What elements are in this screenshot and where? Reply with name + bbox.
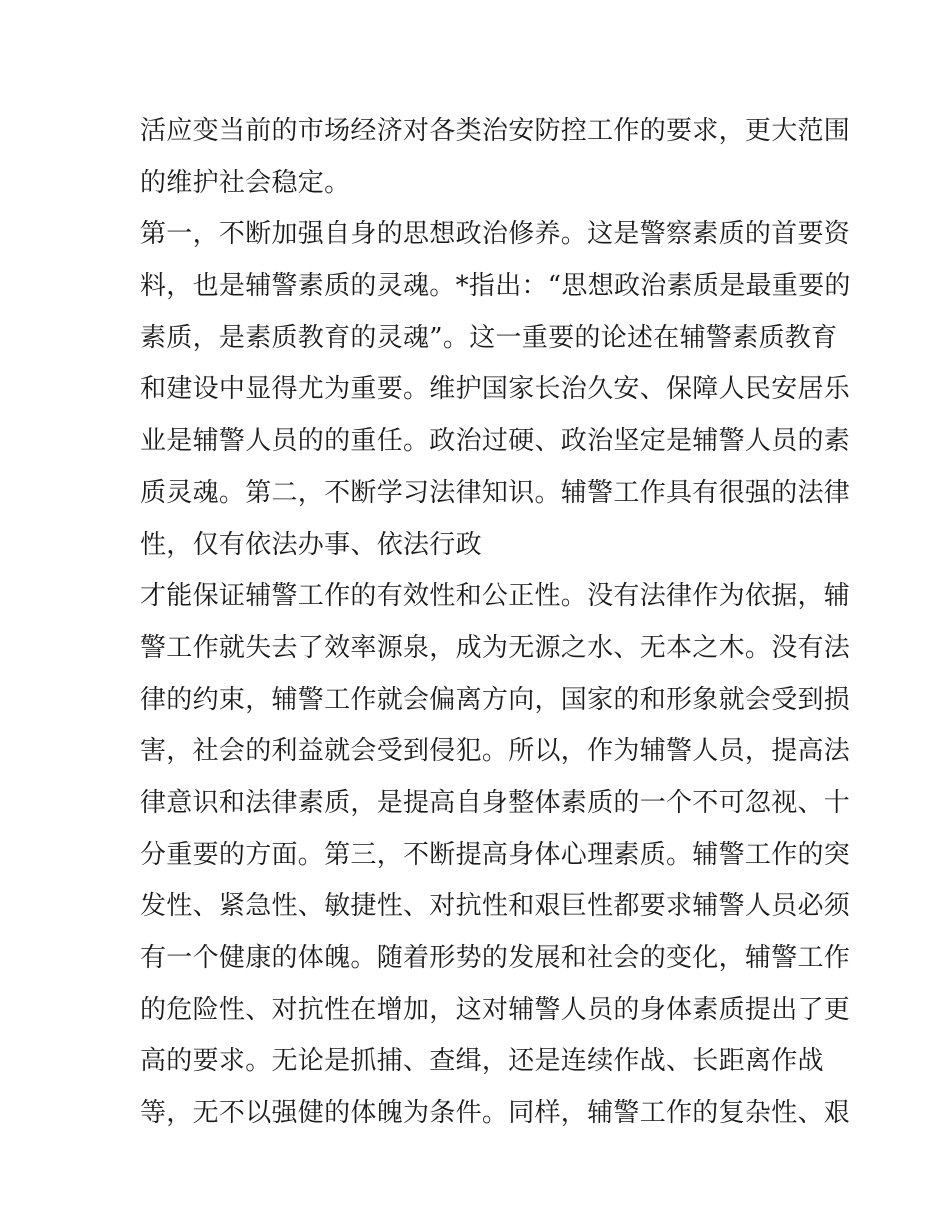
text-line: 和建设中显得尤为重要。维护国家长治久安、保障人民安居乐 (140, 374, 851, 405)
text-line: 发性、紧急性、敏捷性、对抗性和艰巨性都要求辅警人员必须 (140, 891, 851, 922)
text-line: 分重要的方面。第三，不断提高身体心理素质。辅警工作的突 (140, 839, 851, 870)
text-line: 律的约束，辅警工作就会偏离方向，国家的和形象就会受到损 (140, 684, 851, 715)
text-line: 质灵魂。第二，不断学习法律知识。辅警工作具有很强的法律 (140, 477, 851, 508)
text-line: 素质，是素质教育的灵魂”。这一重要的论述在辅警素质教育 (140, 322, 838, 353)
text-line: 警工作就失去了效率源泉，成为无源之水、无本之木。没有法 (140, 632, 851, 663)
text-line: 业是辅警人员的的重任。政治过硬、政治坚定是辅警人员的素 (140, 426, 851, 457)
text-line: 的危险性、对抗性在增加，这对辅警人员的身体素质提出了更 (140, 994, 851, 1025)
text-line: 律意识和法律素质，是提高自身整体素质的一个不可忽视、十 (140, 787, 851, 818)
text-line: 有一个健康的体魄。随着形势的发展和社会的变化，辅警工作 (140, 943, 851, 973)
body-text (140, 106, 851, 1140)
text-line: 活应变当前的市场经济对各类治安防控工作的要求，更大范围 (140, 116, 851, 146)
text-line: 料，也是辅警素质的灵魂。*指出：“思想政治素质是最重要的 (140, 271, 851, 302)
text-line: 第一，不断加强自身的思想政治修养。这是警察素质的首要资 (140, 219, 851, 250)
text-line: 高的要求。无论是抓捕、查缉，还是连续作战、长距离作战 (140, 1046, 824, 1077)
text-line: 的维护社会稳定。 (140, 167, 351, 198)
text-line: 性，仅有依法办事、依法行政 (140, 529, 482, 560)
text-line: 等，无不以强健的体魄为条件。同样，辅警工作的复杂性、艰 (140, 1098, 851, 1129)
text-line: 害，社会的利益就会受到侵犯。所以，作为辅警人员，提高法 (140, 736, 851, 767)
text-line: 才能保证辅警工作的有效性和公正性。没有法律作为依据，辅 (140, 581, 851, 612)
